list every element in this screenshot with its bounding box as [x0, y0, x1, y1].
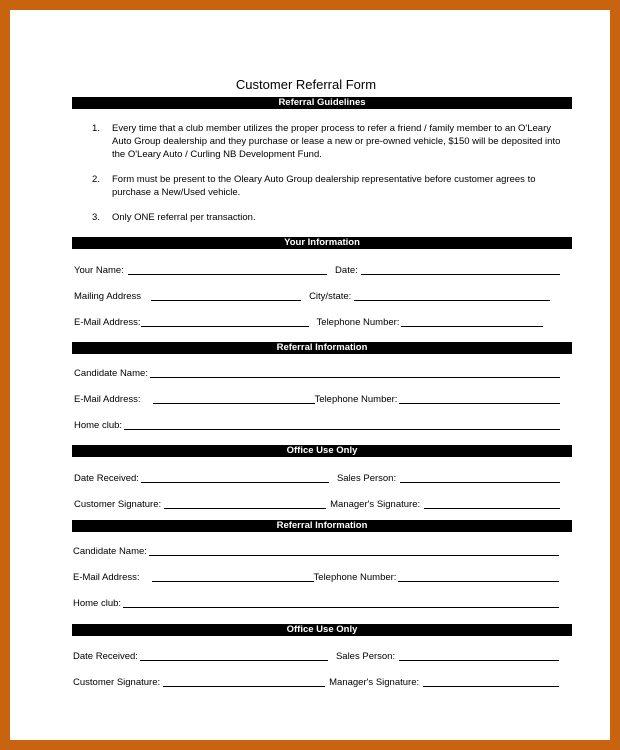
email-address-field[interactable]	[141, 316, 309, 327]
sales-person-field[interactable]	[400, 472, 560, 483]
home-club-field[interactable]	[123, 597, 559, 608]
manager-signature-field[interactable]	[423, 676, 559, 687]
row-date-sales	[74, 470, 560, 484]
row-candidate-email-phone	[74, 391, 560, 405]
home-club-label: Home club:	[73, 598, 122, 609]
sales-person-label: Sales Person:	[336, 473, 397, 484]
your-name-label: Your Name:	[74, 265, 124, 276]
date-received-label: Date Received:	[74, 473, 139, 484]
row-candidate-email-phone	[73, 569, 559, 583]
manager-signature-field[interactable]	[424, 498, 560, 509]
section-header-guidelines: Referral Guidelines	[72, 97, 572, 109]
row-home-club	[74, 417, 560, 431]
mailing-address-field[interactable]	[151, 290, 301, 301]
date-received-label: Date Received:	[73, 651, 138, 662]
city-state-label: City/state:	[309, 291, 352, 302]
city-state-field[interactable]	[354, 290, 550, 301]
row-name-date	[74, 262, 560, 276]
guideline-item	[92, 173, 562, 199]
guideline-item	[92, 122, 562, 161]
candidate-name-label: Candidate Name:	[73, 546, 147, 557]
row-mailing-city	[74, 288, 560, 302]
guideline-text: Only ONE referral per transaction.	[112, 212, 256, 223]
home-club-label: Home club:	[74, 420, 123, 431]
guideline-text: Every time that a club member utilizes the proper process to refer a friend / family member to an O'Leary Auto Group dealership and they purchase or lease a new or pre-owned vehicle, $150 will be deposited into the O'Leary Auto / Curling NB Development Fund.	[112, 123, 561, 160]
row-signatures	[74, 496, 560, 510]
guideline-number: 3.	[92, 212, 100, 223]
date-field[interactable]	[361, 264, 560, 275]
section-header-referral-1: Referral Information	[72, 342, 572, 354]
candidate-name-field[interactable]	[149, 545, 559, 556]
customer-signature-label: Customer Signature:	[73, 677, 161, 688]
guideline-item	[92, 211, 562, 224]
telephone-label: Telephone Number:	[316, 317, 400, 328]
row-home-club	[73, 595, 559, 609]
sales-person-label: Sales Person:	[335, 651, 396, 662]
candidate-email-field[interactable]	[152, 571, 314, 582]
customer-signature-field[interactable]	[164, 498, 326, 509]
date-received-field[interactable]	[140, 650, 328, 661]
candidate-email-field[interactable]	[153, 393, 315, 404]
candidate-phone-label: Telephone Number:	[313, 572, 397, 583]
sales-person-field[interactable]	[399, 650, 559, 661]
customer-signature-field[interactable]	[163, 676, 325, 687]
date-received-field[interactable]	[141, 472, 329, 483]
home-club-field[interactable]	[124, 419, 560, 430]
guidelines-list	[92, 122, 562, 236]
section-header-referral-2: Referral Information	[72, 520, 572, 532]
guideline-number: 1.	[92, 123, 100, 134]
candidate-name-field[interactable]	[150, 367, 560, 378]
candidate-phone-field[interactable]	[398, 571, 559, 582]
candidate-email-label: E-Mail Address:	[74, 394, 141, 405]
telephone-field[interactable]	[401, 316, 543, 327]
section-header-your-info: Your Information	[72, 237, 572, 249]
section-header-office-2: Office Use Only	[72, 624, 572, 636]
row-candidate-name	[73, 543, 559, 557]
candidate-phone-label: Telephone Number:	[314, 394, 398, 405]
date-label: Date:	[335, 265, 358, 276]
candidate-phone-field[interactable]	[399, 393, 560, 404]
manager-signature-label: Manager's Signature:	[329, 677, 420, 688]
your-name-field[interactable]	[128, 264, 327, 275]
mailing-address-label: Mailing Address	[74, 291, 142, 302]
row-candidate-name	[74, 365, 560, 379]
candidate-name-label: Candidate Name:	[74, 368, 148, 379]
guideline-text: Form must be present to the Oleary Auto Group dealership representative before customer agrees to purchase a New/Used vehicle.	[112, 174, 536, 198]
candidate-email-label: E-Mail Address:	[73, 572, 140, 583]
manager-signature-label: Manager's Signature:	[330, 499, 421, 510]
customer-signature-label: Customer Signature:	[74, 499, 162, 510]
section-header-office-1: Office Use Only	[72, 445, 572, 457]
email-address-label: E-Mail Address:	[74, 317, 141, 328]
guideline-number: 2.	[92, 174, 100, 185]
row-date-sales	[73, 648, 559, 662]
row-email-phone	[74, 314, 560, 328]
row-signatures	[73, 674, 559, 688]
form-title: Customer Referral Form	[235, 77, 377, 92]
